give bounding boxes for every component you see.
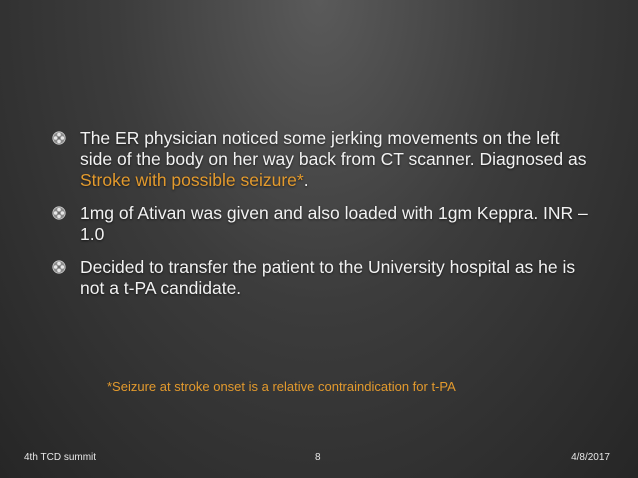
bullet-list (52, 128, 592, 311)
flower-bullet-icon (52, 131, 66, 145)
flower-bullet-icon (52, 260, 66, 274)
bullet-item (52, 257, 592, 299)
footnote: *Seizure at stroke onset is a relative contraindication for t-PA (107, 379, 456, 394)
footer-page-number: 8 (315, 452, 321, 463)
bullet-item (52, 203, 592, 245)
bullet-text: Decided to transfer the patient to the University hospital as he is not a t-PA candidate. (80, 257, 576, 298)
bullet-highlight-text: Stroke with possible seizure* (80, 170, 304, 190)
bullet-text: The ER physician noticed some jerking movements on the left side of the body on her way back from CT scanner. Diagnosed as (80, 128, 587, 169)
footer-event-name: 4th TCD summit (24, 452, 97, 463)
bullet-text: 1mg of Ativan was given and also loaded with 1gm Keppra. INR – 1.0 (80, 203, 588, 244)
flower-bullet-icon (52, 206, 66, 220)
footer-date: 4/8/2017 (571, 452, 610, 463)
bullet-text-end: . (303, 170, 309, 190)
bullet-item (52, 128, 592, 191)
